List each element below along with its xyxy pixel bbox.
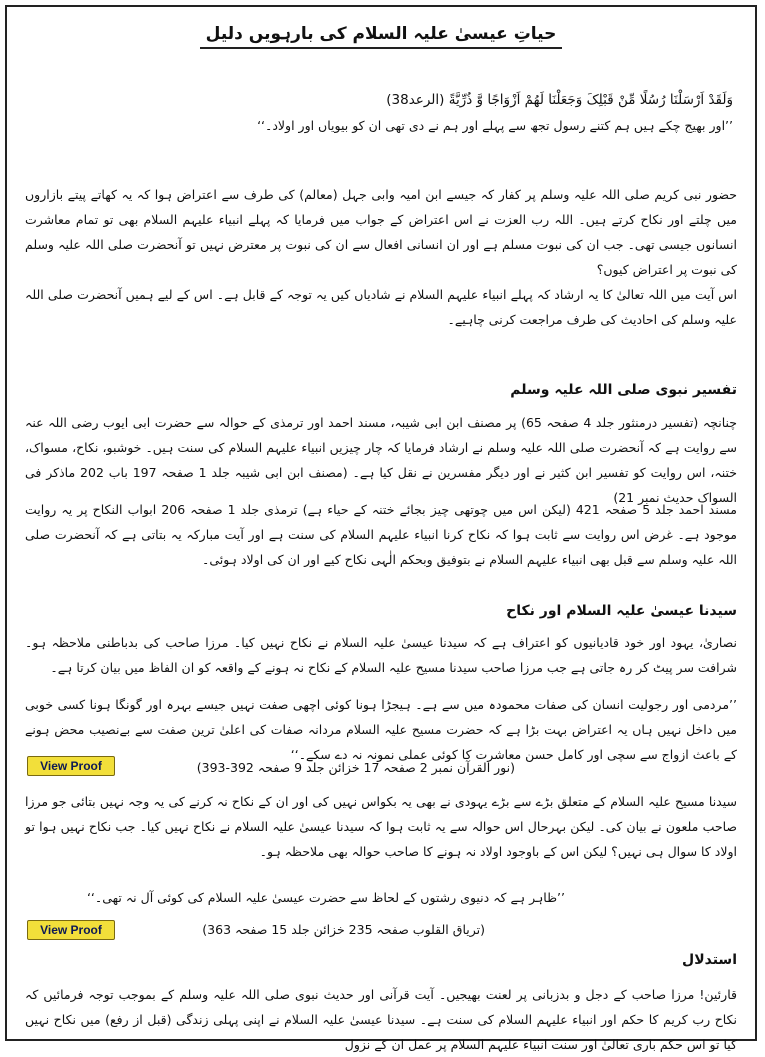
view-proof-button-1[interactable]: View Proof	[27, 756, 115, 776]
page-title: حیاتِ عیسیٰ علیہ السلام کی بارہویں دلیل	[7, 23, 755, 44]
tafsir-paragraph-1: چنانچہ (تفسیر درمنثور جلد 4 صفحہ 65) پر مصنف ابن ابی شیبہ، مسند احمد اور ترمذی کے حوالہ سے حضرت ابی ایوب رضی اللہ عنہ سے روایت ہے کہ آنحضرت صلی اللہ علیہ وسلم نے ارشاد فرمایا کہ چار چیزیں انبیاء علیہم السلام کی سنت ہیں۔ خوشبو، نکاح، مسواک، ختنہ، اس روایت کو تفسیر ابن کثیر نے اور دیگر مفسرین نے نقل کیا ہے۔ (مصنف ابن ابی شیبہ جلد 1 صفحہ 197 باب 202 ماذکر فی السواک حدیث نمبر 21)	[25, 415, 738, 505]
view-proof-button-2[interactable]: View Proof	[27, 920, 115, 940]
tafsir-paragraph-2: مسند احمد جلد 5 صفحہ 421 (لیکن اس میں چوتھی چیز بجائے ختنہ کے حیاء ہے) ترمذی جلد 1 صفحہ 206 ابواب النکاح پر یہ روایت موجود ہے۔ غرض اس روایت سے ثابت ہوا کہ نکاح کرنا انبیاء علیہم السلام کی سنت ہے اور آیت مبارکہ یہ بتاتی ہے کہ آنحضرت صلی اللہ علیہ وسلم سے قبل بھی انبیاء علیہم السلام نے بتوفیق وبحکم الٰہی نکاح کیے اور ان کی اولاد ہوئی۔	[25, 502, 737, 567]
nikah-quote-2: ’’ظاہر ہے کہ دنیوی رشتوں کے لحاظ سے حضرت عیسیٰ علیہ السلام کی کوئی آل نہ تھی۔‘‘	[86, 890, 565, 905]
nikah-paragraph-1: نصاریٰ، یہود اور خود قادیانیوں کو اعتراف ہے کہ سیدنا عیسیٰ علیہ السلام نے نکاح نہیں کیا۔ مرزا صاحب کی بدباطنی ملاحظہ ہو۔ شرافت سر پیٹ کر رہ جاتی ہے جب مرزا صاحب سیدنا مسیح علیہ السلام کے نکاح نہ ہونے کے واقعہ کو ان الفاظ میں بیان کرتا ہے۔	[25, 635, 737, 675]
nikah-reference-2: (تریاق القلوب صفحہ 235 خزائن جلد 15 صفحہ 363)	[202, 922, 485, 937]
nikah-paragraph-2: سیدنا مسیح علیہ السلام کے متعلق بڑے سے بڑے یہودی نے بھی یہ بکواس نہیں کی اور ان کے نکاح نہ کرنے کی یہ وجہ نہیں بتائی جو مرزا صاحب ملعون نے بیان کی۔ لیکن بہرحال اس حوالہ سے یہ ثابت ہوا کہ سیدنا عیسیٰ علیہ السلام نے نکاح نہیں کیا۔ جب نکاح نہیں ہوا تو اولاد کا سوال ہی نہیں؟ لیکن اس کے باوجود اولاد نہ ہونے کا صاحب حوالہ بھی ملاحظہ ہو۔	[25, 794, 737, 859]
verse-arabic: وَلَقَدْ اَرْسَلْنَا رُسُلًا مِّنْ قَبْلِکَ وَجَعَلْنَا لَهُمْ اَزْوَاجًا وَّ ذُرِّيَّةً (الرعد38)	[386, 92, 733, 108]
nikah-quote-1: ’’مردمی اور رجولیت انسان کی صفات محمودہ میں سے ہے۔ ہیجڑا ہونا کوئی اچھی صفت نہیں جیسے بہرہ اور گونگا ہونا کسی خوبی میں داخل نہیں ہاں یہ اعتراض بہت بڑا ہے کہ حضرت مسیح علیہ السلام مردانہ صفات کی اعلیٰ ترین صفت سے بےنصیب محض ہونے کے باعث ازواج سے سچی اور کامل حسن معاشرت کا کوئی عملی نمونہ نہ دے سکے۔‘‘	[25, 697, 737, 762]
nikah-heading: سیدنا عیسیٰ علیہ السلام اور نکاح	[506, 603, 737, 619]
intro-paragraph-1: حضور نبی کریم صلی اللہ علیہ وسلم پر کفار کہ جیسے ابن امیہ وابی جہل (معالم) کی طرف سے اعتراض ہوا کہ یہ کھاتے پیتے بازاروں میں چلتے اور نکاح کرتے ہیں۔ اللہ رب العزت نے اس اعتراض کے جواب میں فرمایا کہ پہلے انبیاء علیہم السلام بھی تو تمام معاشرت انسانوں جیسی تھی۔ جب ان کی نبوت مسلم ہے اور ان انسانی افعال سے ان کی نبوت پر معترض نہیں تو آنحضرت صلی اللہ علیہ وسلم کی نبوت پر اعتراض کیوں؟	[25, 187, 737, 277]
document-frame	[5, 5, 757, 1052]
tafsir-heading: تفسیر نبوی صلی اللہ علیہ وسلم	[510, 382, 737, 398]
verse-translation: ’’اور بھیج چکے ہیں ہم کتنے رسول تجھ سے پہلے اور ہم نے دی تھی ان کو بیویاں اور اولاد۔‘‘	[257, 118, 733, 133]
istidlal-paragraph: قارئین! مرزا صاحب کے دجل و بدزبانی پر لعنت بھیجیں۔ آیت قرآنی اور حدیث نبوی صلی اللہ علیہ وسلم کے بموجب توجہ فرمائیں کہ نکاح رب کریم کا حکم اور انبیاء علیہم السلام کی سنت ہے۔ سیدنا عیسیٰ علیہ السلام نے اپنی پہلی زندگی (قبل از رفع) میں نکاح نہیں کیا تو اس حکم باری تعالیٰ اور سنت انبیاء علیہم السلام پر عمل ان کے نزول	[25, 987, 737, 1052]
istidlal-heading: استدلال	[682, 952, 737, 968]
intro-paragraph-2: اس آیت میں اللہ تعالیٰ کا یہ ارشاد کہ پہلے انبیاء علیہم السلام نے شادیاں کیں یہ توجہ کے قابل ہے۔ اس کے لیے ہمیں آنحضرت صلی اللہ علیہ وسلم کی احادیث کی طرف مراجعت کرنی چاہیے۔	[25, 287, 737, 327]
nikah-reference-1: (نور القرآن نمبر 2 صفحہ 17 خزائن جلد 9 صفحہ 392-393)	[196, 760, 515, 775]
